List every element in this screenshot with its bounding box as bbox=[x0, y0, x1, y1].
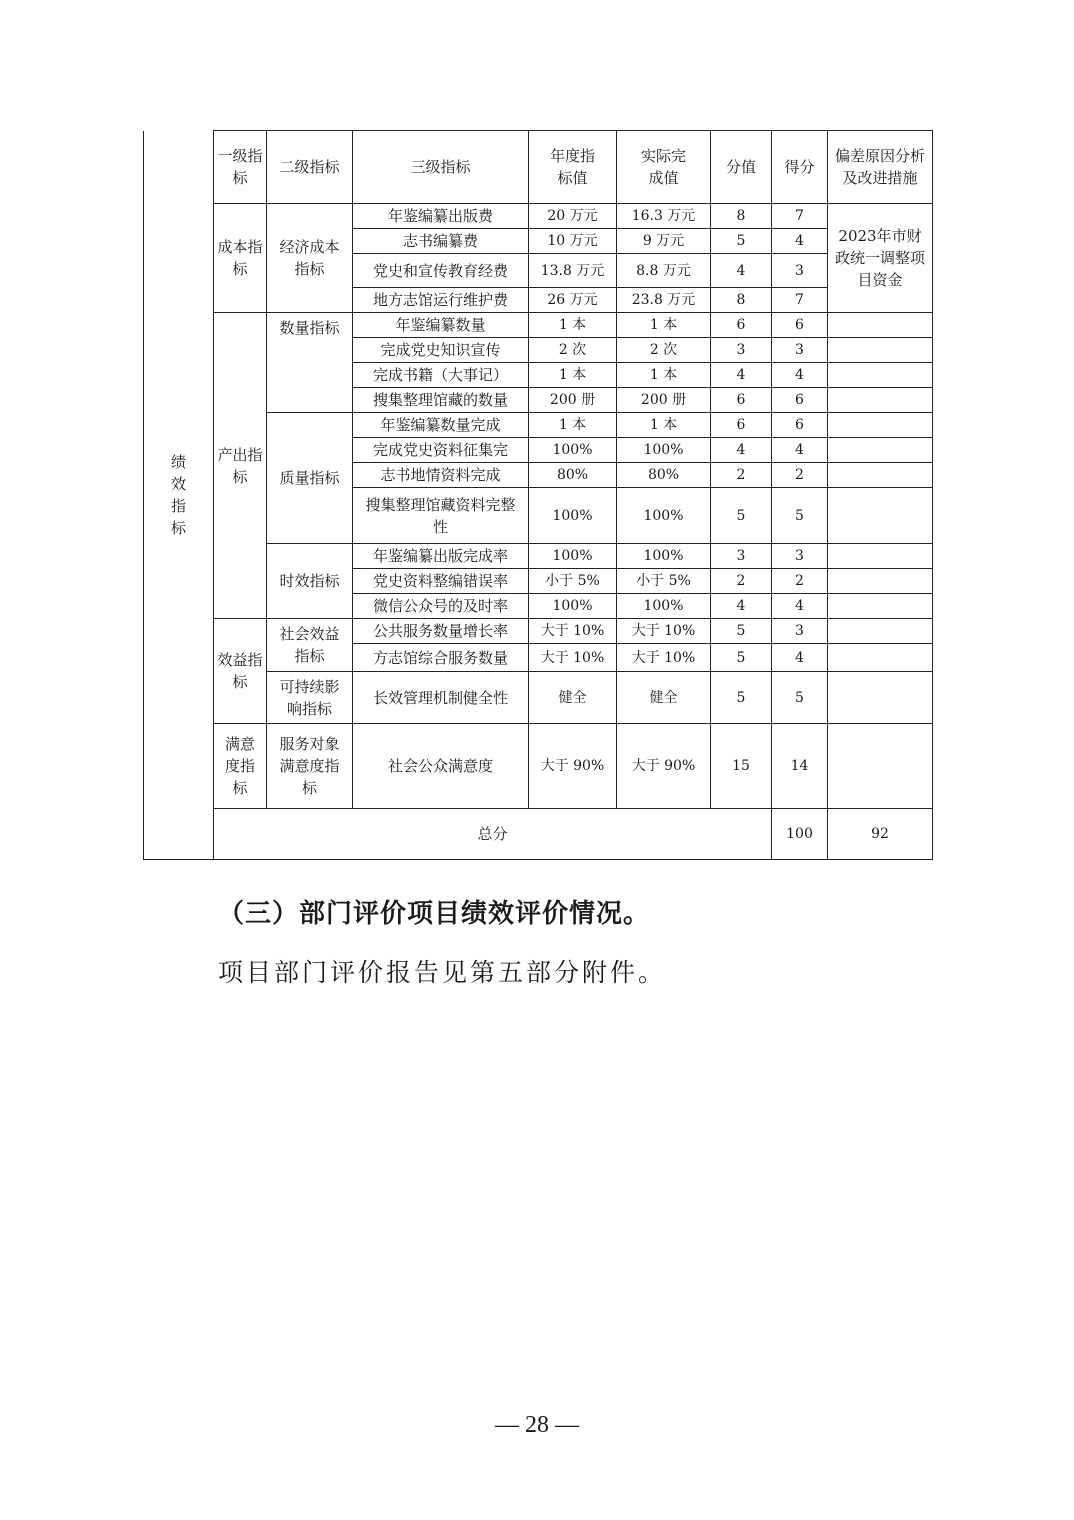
header-level3: 三级指标 bbox=[353, 131, 529, 204]
row-got: 3 bbox=[772, 338, 828, 363]
header-target: 年度指标值 bbox=[529, 131, 617, 204]
row-reason bbox=[828, 388, 933, 413]
row-score: 2 bbox=[711, 569, 772, 594]
cost-note: 2023年市财政统一调整项目资金 bbox=[828, 204, 933, 313]
row-target: 200 册 bbox=[529, 388, 617, 413]
row-score: 5 bbox=[711, 488, 772, 544]
row-reason bbox=[828, 438, 933, 463]
header-got: 得分 bbox=[772, 131, 828, 204]
row-name: 长效管理机制健全性 bbox=[353, 672, 529, 724]
subgroup-timeliness: 时效指标 bbox=[267, 544, 353, 619]
row-actual: 100% bbox=[617, 438, 711, 463]
row-target: 小于 5% bbox=[529, 569, 617, 594]
subgroup-economic: 经济成本指标 bbox=[267, 204, 353, 313]
row-name: 搜集整理馆藏的数量 bbox=[353, 388, 529, 413]
row-name: 微信公众号的及时率 bbox=[353, 594, 529, 619]
row-actual: 健全 bbox=[617, 672, 711, 724]
row-score: 3 bbox=[711, 338, 772, 363]
row-score: 8 bbox=[711, 288, 772, 313]
row-got: 4 bbox=[772, 438, 828, 463]
row-target: 100% bbox=[529, 594, 617, 619]
section-text: 项目部门评价报告见第五部分附件。 bbox=[218, 958, 667, 987]
row-name: 方志馆综合服务数量 bbox=[353, 644, 529, 672]
row-name: 志书地情资料完成 bbox=[353, 463, 529, 488]
row-got: 2 bbox=[772, 463, 828, 488]
row-target: 1 本 bbox=[529, 413, 617, 438]
row-actual: 大于 10% bbox=[617, 644, 711, 672]
row-got: 6 bbox=[772, 388, 828, 413]
subgroup-quantity: 数量指标 bbox=[267, 313, 353, 413]
row-name: 年鉴编纂出版完成率 bbox=[353, 544, 529, 569]
row-reason bbox=[828, 672, 933, 724]
row-got: 3 bbox=[772, 619, 828, 644]
row-name: 年鉴编纂数量完成 bbox=[353, 413, 529, 438]
row-score: 5 bbox=[711, 229, 772, 254]
row-name: 年鉴编纂数量 bbox=[353, 313, 529, 338]
row-name: 完成党史资料征集完 bbox=[353, 438, 529, 463]
category-cell: 绩效指标 bbox=[144, 131, 214, 860]
row-score: 4 bbox=[711, 594, 772, 619]
row-target: 大于 10% bbox=[529, 644, 617, 672]
row-reason bbox=[828, 594, 933, 619]
row-actual: 1 本 bbox=[617, 313, 711, 338]
row-score: 8 bbox=[711, 204, 772, 229]
row-got: 4 bbox=[772, 229, 828, 254]
row-name: 党史和宣传教育经费 bbox=[353, 254, 529, 288]
row-target: 1 本 bbox=[529, 313, 617, 338]
row-actual: 9 万元 bbox=[617, 229, 711, 254]
row-score: 4 bbox=[711, 363, 772, 388]
subgroup-sustain: 可持续影响指标 bbox=[267, 672, 353, 724]
row-target: 100% bbox=[529, 488, 617, 544]
row-target: 20 万元 bbox=[529, 204, 617, 229]
row-actual: 100% bbox=[617, 488, 711, 544]
row-name: 完成党史知识宣传 bbox=[353, 338, 529, 363]
row-got: 4 bbox=[772, 363, 828, 388]
row-reason bbox=[828, 644, 933, 672]
row-reason bbox=[828, 619, 933, 644]
row-target: 100% bbox=[529, 438, 617, 463]
row-got: 6 bbox=[772, 413, 828, 438]
row-reason bbox=[828, 413, 933, 438]
row-reason bbox=[828, 363, 933, 388]
row-actual: 80% bbox=[617, 463, 711, 488]
row-actual: 大于 90% bbox=[617, 724, 711, 809]
row-got: 5 bbox=[772, 672, 828, 724]
row-actual: 1 本 bbox=[617, 413, 711, 438]
section-heading: （三）部门评价项目绩效评价情况。 bbox=[218, 899, 651, 929]
row-got: 4 bbox=[772, 594, 828, 619]
row-actual: 200 册 bbox=[617, 388, 711, 413]
header-level2: 二级指标 bbox=[267, 131, 353, 204]
row-score: 4 bbox=[711, 254, 772, 288]
row-target: 10 万元 bbox=[529, 229, 617, 254]
row-name: 地方志馆运行维护费 bbox=[353, 288, 529, 313]
row-actual: 2 次 bbox=[617, 338, 711, 363]
row-target: 13.8 万元 bbox=[529, 254, 617, 288]
row-actual: 1 本 bbox=[617, 363, 711, 388]
row-name: 搜集整理馆藏资料完整性 bbox=[353, 488, 529, 544]
page-number: — 28 — bbox=[495, 1412, 579, 1438]
total-label: 总分 bbox=[214, 809, 772, 860]
row-actual: 23.8 万元 bbox=[617, 288, 711, 313]
row-got: 7 bbox=[772, 204, 828, 229]
group-cost: 成本指标 bbox=[214, 204, 267, 313]
row-actual: 大于 10% bbox=[617, 619, 711, 644]
row-name: 党史资料整编错误率 bbox=[353, 569, 529, 594]
row-reason bbox=[828, 724, 933, 809]
row-got: 6 bbox=[772, 313, 828, 338]
row-score: 2 bbox=[711, 463, 772, 488]
row-name: 社会公众满意度 bbox=[353, 724, 529, 809]
header-actual: 实际完成值 bbox=[617, 131, 711, 204]
row-actual: 小于 5% bbox=[617, 569, 711, 594]
row-actual: 16.3 万元 bbox=[617, 204, 711, 229]
row-target: 健全 bbox=[529, 672, 617, 724]
total-score: 100 bbox=[772, 809, 828, 860]
row-actual: 100% bbox=[617, 544, 711, 569]
row-got: 2 bbox=[772, 569, 828, 594]
row-name: 公共服务数量增长率 bbox=[353, 619, 529, 644]
row-reason bbox=[828, 488, 933, 544]
row-target: 大于 90% bbox=[529, 724, 617, 809]
row-name: 完成书籍（大事记） bbox=[353, 363, 529, 388]
row-actual: 8.8 万元 bbox=[617, 254, 711, 288]
total-got: 92 bbox=[828, 809, 933, 860]
row-score: 5 bbox=[711, 619, 772, 644]
row-score: 3 bbox=[711, 544, 772, 569]
header-reason: 偏差原因分析及改进措施 bbox=[828, 131, 933, 204]
row-got: 3 bbox=[772, 254, 828, 288]
row-target: 80% bbox=[529, 463, 617, 488]
row-score: 6 bbox=[711, 388, 772, 413]
subgroup-service: 服务对象满意度指标 bbox=[267, 724, 353, 809]
row-reason bbox=[828, 313, 933, 338]
row-name: 志书编纂费 bbox=[353, 229, 529, 254]
row-got: 7 bbox=[772, 288, 828, 313]
header-level1: 一级指标 bbox=[214, 131, 267, 204]
row-name: 年鉴编纂出版费 bbox=[353, 204, 529, 229]
row-score: 15 bbox=[711, 724, 772, 809]
row-target: 2 次 bbox=[529, 338, 617, 363]
performance-table bbox=[143, 130, 933, 860]
row-target: 100% bbox=[529, 544, 617, 569]
row-reason bbox=[828, 544, 933, 569]
header-score: 分值 bbox=[711, 131, 772, 204]
row-target: 大于 10% bbox=[529, 619, 617, 644]
row-got: 3 bbox=[772, 544, 828, 569]
row-score: 5 bbox=[711, 672, 772, 724]
row-reason bbox=[828, 569, 933, 594]
group-satisfaction: 满意度指标 bbox=[214, 724, 267, 809]
row-score: 5 bbox=[711, 644, 772, 672]
row-got: 5 bbox=[772, 488, 828, 544]
row-reason bbox=[828, 463, 933, 488]
row-target: 26 万元 bbox=[529, 288, 617, 313]
row-got: 4 bbox=[772, 644, 828, 672]
subgroup-quality: 质量指标 bbox=[267, 413, 353, 544]
group-benefit: 效益指标 bbox=[214, 619, 267, 724]
row-got: 14 bbox=[772, 724, 828, 809]
row-score: 6 bbox=[711, 313, 772, 338]
row-reason bbox=[828, 338, 933, 363]
subgroup-social: 社会效益指标 bbox=[267, 619, 353, 672]
row-score: 4 bbox=[711, 438, 772, 463]
row-target: 1 本 bbox=[529, 363, 617, 388]
row-actual: 100% bbox=[617, 594, 711, 619]
row-score: 6 bbox=[711, 413, 772, 438]
group-output: 产出指标 bbox=[214, 313, 267, 619]
